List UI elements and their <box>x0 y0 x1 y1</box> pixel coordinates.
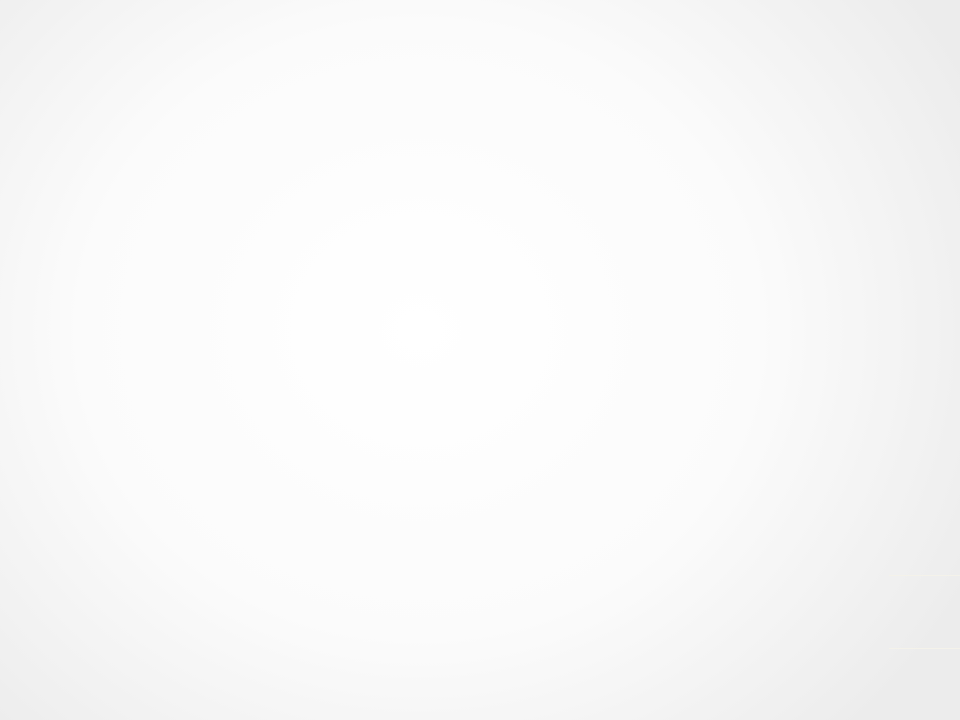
bullet-list <box>72 174 852 185</box>
side-bar-top <box>889 0 960 575</box>
side-bar-accent <box>889 575 960 649</box>
side-bar-divider <box>889 648 960 649</box>
bullet-dot-icon <box>72 186 79 193</box>
side-bar-bottom <box>889 649 960 720</box>
side-bar-divider <box>889 575 960 576</box>
bullet-dot-icon <box>72 197 79 204</box>
